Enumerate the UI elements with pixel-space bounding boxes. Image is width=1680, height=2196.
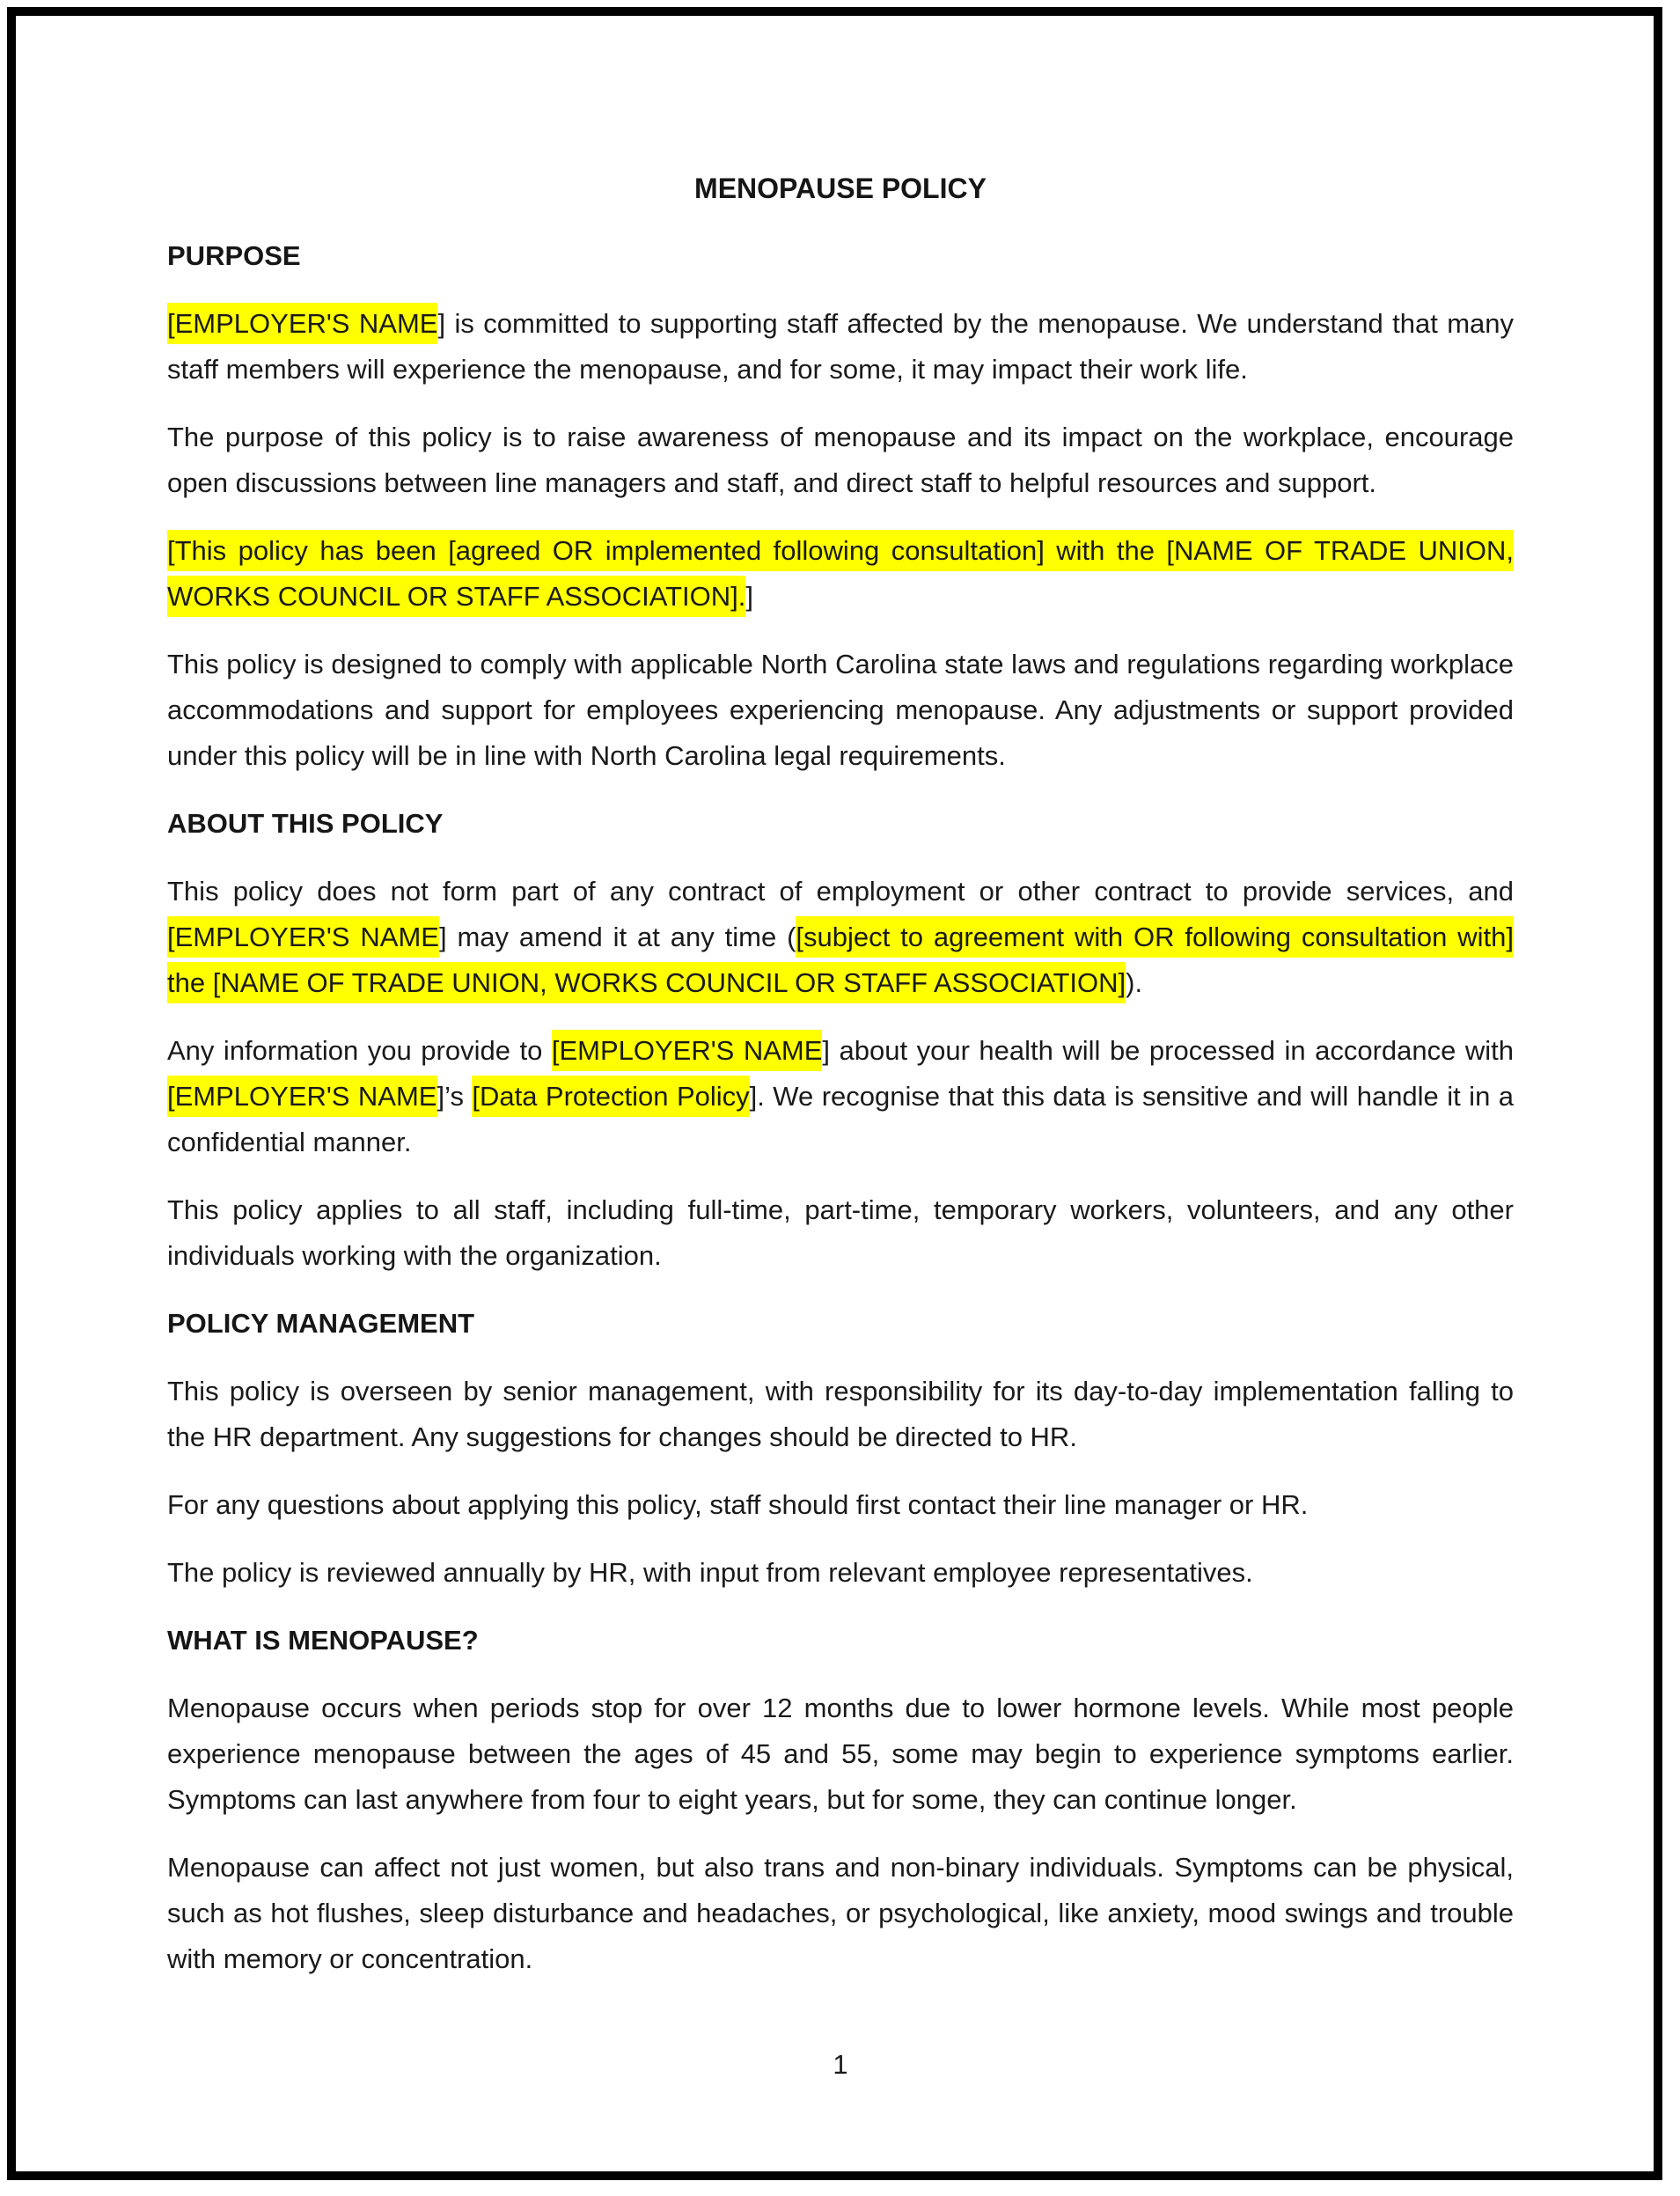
paragraph (167, 1482, 1514, 1528)
text-run: The purpose of this policy is to raise awareness of menopause and its impact on the workplace, encourage open discussions between line managers and staff, and direct staff to helpful resources and support. (167, 422, 1514, 498)
text-run: ] (745, 581, 753, 612)
section-heading: POLICY MANAGEMENT (167, 1308, 475, 1339)
text-run: ]’s (437, 1081, 473, 1112)
section-heading: ABOUT THIS POLICY (167, 808, 444, 839)
text-run: ). (1126, 967, 1143, 998)
highlighted-text: [This policy has been [agreed OR implemented following consultation] with the [NAME OF TRADE UNION, WORKS COUNCIL OR STAFF ASSOCIATION]. (167, 530, 1514, 617)
highlighted-text: [Data Protection Policy (472, 1076, 749, 1117)
text-run: This policy does not form part of any contract of employment or other contract to provide services, and (167, 876, 1514, 907)
document-title: MENOPAUSE POLICY (694, 173, 987, 204)
text-run: This policy applies to all staff, including full-time, part-time, temporary workers, volunteers, and any other individuals working with the organization. (167, 1194, 1514, 1271)
paragraph (167, 869, 1514, 1006)
text-run: Any information you provide to (167, 1035, 552, 1066)
paragraph (167, 1550, 1514, 1596)
paragraph (167, 415, 1514, 506)
text-run: The policy is reviewed annually by HR, with input from relevant employee representatives. (167, 1557, 1253, 1588)
paragraph (167, 642, 1514, 779)
text-run: ] is committed to supporting staff affected by the menopause. We understand that many staff members will experience the menopause, and for some, it may impact their work life. (167, 308, 1515, 385)
section-heading: WHAT IS MENOPAUSE? (167, 1625, 479, 1656)
highlighted-text: [EMPLOYER'S NAME (167, 1076, 437, 1117)
text-run: This policy is overseen by senior management, with responsibility for its day-to-day implementation falling to the HR department. Any suggestions for changes should be directed to HR. (167, 1376, 1514, 1452)
text-run: This policy is designed to comply with applicable North Carolina state laws and regulations regarding workplace accommodations and support for employees experiencing menopause. Any adjustments or support provided under this policy will be in line with North Carolina legal requirements. (167, 649, 1514, 771)
text-run: ]. We recognise that this data is sensitive and will handle it in a confidential manner. (167, 1081, 1514, 1157)
text-run: Menopause occurs when periods stop for over 12 months due to lower hormone levels. While most people experience menopause between the ages of 45 and 55, some may begin to experience symptoms earlier. Symptoms can last anywhere from four to eight years, but for some, they can continue longer. (167, 1693, 1514, 1815)
paragraph (167, 528, 1514, 620)
text-run: ] about your health will be processed in accordance with (822, 1035, 1515, 1066)
text-run: For any questions about applying this policy, staff should first contact their line manager or HR. (167, 1489, 1309, 1520)
paragraph (167, 1187, 1514, 1279)
paragraph (167, 1028, 1514, 1165)
document-content (167, 165, 1514, 2004)
highlighted-text: [subject to agreement with OR following consultation with] the [NAME OF TRADE UNION, WORKS COUNCIL OR STAFF ASSOCIATION] (167, 916, 1514, 1003)
page-number: 1 (833, 2049, 848, 2080)
highlighted-text: [EMPLOYER'S NAME (167, 303, 437, 344)
section-heading: PURPOSE (167, 240, 301, 271)
paragraph (167, 1686, 1514, 1823)
document-body (167, 233, 1514, 1982)
paragraph (167, 301, 1514, 393)
paragraph (167, 1369, 1514, 1460)
text-run: ] may amend it at any time ( (438, 922, 796, 952)
highlighted-text: [EMPLOYER'S NAME (167, 916, 439, 958)
paragraph (167, 1845, 1514, 1982)
highlighted-text: [EMPLOYER'S NAME (552, 1030, 823, 1071)
text-run: Menopause can affect not just women, but also trans and non-binary individuals. Symptoms can be physical, such as hot flushes, sleep disturbance and headaches, or psychological, like anxiety, mood swings and trouble with memory or concentration. (167, 1852, 1514, 1974)
